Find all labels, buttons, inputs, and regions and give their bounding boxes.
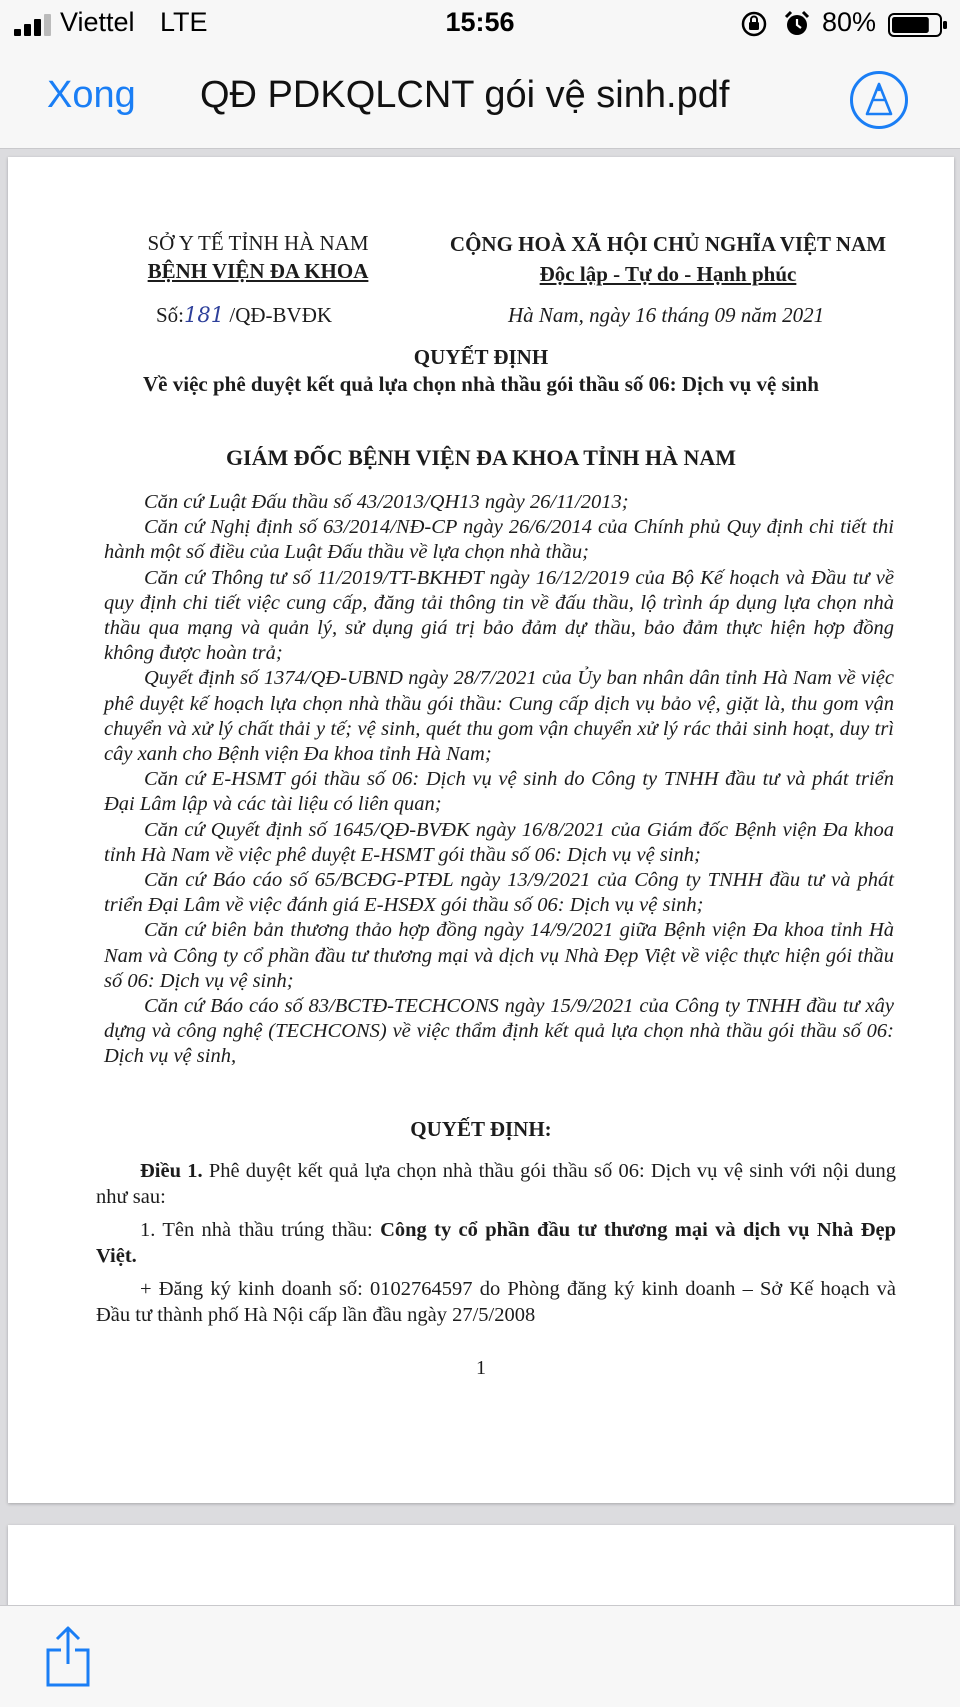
- legal-basis-paragraph: Căn cứ Thông tư số 11/2019/TT-BKHĐT ngày 16/12/2019 của Bộ Kế hoạch và Đầu tư về quy định chi tiết việc cung cấp, đăng tải thông tin về đấu thầu, lộ trình áp dụng lựa chọn nhà thầu qua mạng và quản lý, sử dụng giá trị bảo đảm dự thầu, bảo đảm thực hiện hợp đồng không được hoàn trả;: [104, 566, 894, 665]
- legal-basis-paragraph: Căn cứ Báo cáo số 65/BCĐG-PTĐL ngày 13/9/2021 của Công ty TNHH đầu tư và phát triển Đại Lâm về việc đánh giá E-HSĐX gói thầu số 06: Dịch vụ vệ sinh;: [104, 869, 894, 917]
- decision-number-prefix: Số:: [156, 303, 185, 327]
- date-line: Hà Nam, ngày 16 tháng 09 năm 2021: [508, 303, 825, 327]
- rotation-lock-icon: [740, 10, 768, 38]
- winning-bidder-label: 1. Tên nhà thầu trúng thầu:: [140, 1219, 373, 1241]
- issuer-line-2: BỆNH VIỆN ĐA KHOA: [147, 259, 369, 283]
- battery-percent: 80%: [822, 7, 877, 37]
- business-registration: + Đăng ký kinh doanh số: 0102764597 do Phòng đăng ký kinh doanh – Sở Kế hoạch và Đầu tư thành phố Hà Nội cấp lần đầu ngày 27/5/2008: [96, 1278, 896, 1326]
- clock: 15:56: [445, 7, 515, 37]
- article-1-paragraph: [96, 1159, 896, 1210]
- doc-title: QUYẾT ĐỊNH: [413, 345, 549, 369]
- decision-heading: QUYẾT ĐỊNH:: [410, 1117, 552, 1141]
- bottom-toolbar: [0, 1605, 960, 1707]
- nav-bar: [0, 50, 960, 149]
- issuer-header: [108, 229, 408, 285]
- carrier-name: Viettel: [60, 7, 135, 37]
- article-1-text: Phê duyệt kết quả lựa chọn nhà thầu gói thầu số 06: Dịch vụ vệ sinh với nội dung như sau:: [96, 1160, 897, 1208]
- issuer-line-1: SỞ Y TẾ TỈNH HÀ NAM: [147, 231, 369, 255]
- share-icon[interactable]: [44, 1624, 92, 1688]
- legal-basis: [104, 490, 894, 1070]
- director-heading: GIÁM ĐỐC BỆNH VIỆN ĐA KHOA TỈNH HÀ NAM: [225, 445, 737, 470]
- winning-bidder: [96, 1218, 896, 1269]
- decision-number-handwritten: 181: [184, 303, 225, 327]
- legal-basis-paragraph: Quyết định số 1374/QĐ-UBND ngày 28/7/2021 của Ủy ban nhân dân tỉnh Hà Nam về việc phê duyệt kế hoạch lựa chọn nhà thầu gói thầu: Cung cấp dịch vụ bảo vệ, giặt là, thu gom vận chuyển và xử lý chất thải y tế; vệ sinh, quét thu gom vận chuyển xử lý rác thải sinh hoạt, duy trì cây xanh cho Bệnh viện Đa khoa tỉnh Hà Nam;: [104, 667, 894, 766]
- legal-basis-paragraph: Căn cứ Luật Đấu thầu số 43/2013/QH13 ngày 26/11/2013;: [144, 491, 629, 513]
- legal-basis-paragraph: Căn cứ E-HSMT gói thầu số 06: Dịch vụ vệ sinh do Công ty TNHH đầu tư và phát triển Đại Lâm lập và các tài liệu có liên quan;: [104, 768, 894, 816]
- markup-pen-icon: [864, 82, 894, 118]
- markup-button[interactable]: [850, 71, 908, 129]
- legal-basis-paragraph: Căn cứ Nghị định số 63/2014/NĐ-CP ngày 26/6/2014 của Chính phủ Quy định chi tiết thi hành một số điều của Luật Đấu thầu về lựa chọn nhà thầu;: [104, 516, 894, 564]
- pdf-page-1: [8, 157, 954, 1503]
- national-motto: Độc lập - Tự do - Hạnh phúc: [539, 262, 797, 286]
- legal-basis-paragraph: Căn cứ Quyết định số 1645/QĐ-BVĐK ngày 16/8/2021 của Giám đốc Bệnh viện Đa khoa tỉnh Hà Nam về việc phê duyệt E-HSMT gói thầu số 06: Dịch vụ vệ sinh;: [104, 818, 894, 866]
- document-viewport[interactable]: [0, 149, 960, 1605]
- alarm-icon: [783, 10, 811, 38]
- article-1-label: Điều 1.: [140, 1160, 203, 1182]
- national-title: CỘNG HOÀ XÃ HỘI CHỦ NGHĨA VIỆT NAM: [449, 232, 887, 256]
- article-1: [96, 1159, 896, 1336]
- pdf-page-2: [8, 1525, 954, 1605]
- network-type: LTE: [160, 7, 208, 37]
- document-title: QĐ PDKQLCNT gói vệ sinh.pdf: [200, 74, 730, 116]
- decision-number-suffix: /QĐ-BVĐK: [229, 303, 333, 327]
- doc-subtitle: Về việc phê duyệt kết quả lựa chọn nhà thầu gói thầu số 06: Dịch vụ vệ sinh: [143, 372, 819, 396]
- winning-bidder-name: Công ty cổ phần đầu tư thương mại và dịch vụ Nhà Đẹp Việt.: [96, 1219, 897, 1267]
- legal-basis-paragraph: Căn cứ Báo cáo số 83/BCTĐ-TECHCONS ngày 15/9/2021 của Công ty TNHH đầu tư xây dựng và công nghệ (TECHCONS) về việc thẩm định kết quả lựa chọn nhà thầu gói thầu số 06: Dịch vụ vệ sinh,: [104, 995, 894, 1068]
- status-bar: [0, 0, 960, 50]
- decision-number: [156, 303, 332, 328]
- battery-icon: [888, 13, 948, 37]
- national-header: [448, 229, 888, 289]
- legal-basis-paragraph: Căn cứ biên bản thương thảo hợp đồng ngày 14/9/2021 giữa Bệnh viện Đa khoa tỉnh Hà Nam và Công ty cổ phần đầu tư thương mại và dịch vụ Nhà Đẹp Việt về việc thực hiện gói thầu số 06: Dịch vụ vệ sinh;: [104, 919, 894, 992]
- page-number: 1: [476, 1357, 486, 1379]
- done-button[interactable]: Xong: [47, 74, 136, 116]
